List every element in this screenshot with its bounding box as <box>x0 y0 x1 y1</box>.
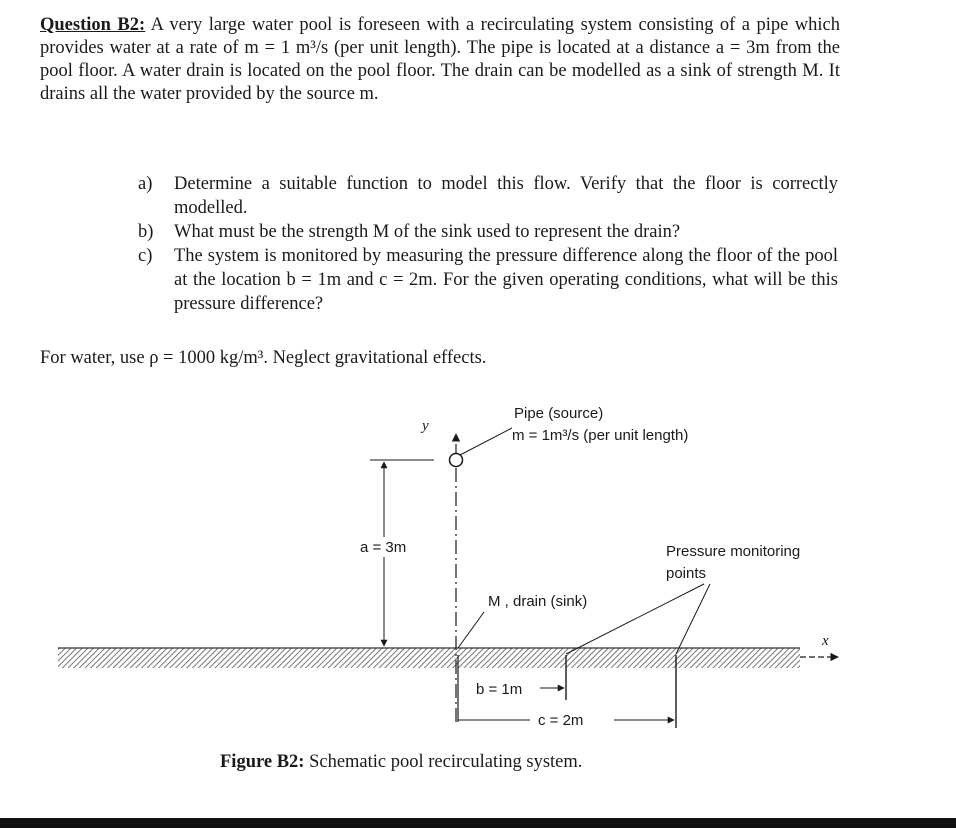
part-text: Determine a suitable function to model this flow. Verify that the floor is correctly modelled. <box>174 174 838 218</box>
part-a <box>138 172 838 220</box>
a-label: a = 3m <box>360 539 407 556</box>
question-intro <box>40 14 840 106</box>
drain-leader <box>458 612 484 648</box>
drain-label: M , drain (sink) <box>488 593 588 610</box>
y-axis-label: y <box>422 418 429 434</box>
figure-caption <box>220 752 582 773</box>
part-text: What must be the strength M of the sink used to represent the drain? <box>174 222 681 242</box>
pool-diagram <box>0 380 956 750</box>
question-parts <box>138 172 838 316</box>
pressure-label-2: points <box>666 565 707 582</box>
pool-floor <box>58 648 800 668</box>
part-label: b) <box>138 222 154 242</box>
caption-text: Schematic pool recirculating system. <box>309 752 583 772</box>
c-label: c = 2m <box>538 712 584 729</box>
part-b <box>138 220 838 244</box>
pipe-rate: m = 1m³/s (per unit length) <box>512 427 689 444</box>
pipe-source-icon <box>450 454 463 467</box>
pressure-leader-2 <box>676 584 710 654</box>
part-c <box>138 244 838 316</box>
question-title: Question B2: <box>40 15 146 35</box>
caption-label: Figure B2: <box>220 752 305 772</box>
b-label: b = 1m <box>476 681 523 698</box>
x-axis-label: x <box>822 633 829 649</box>
bottom-bar <box>0 818 956 828</box>
pipe-leader <box>460 428 512 455</box>
part-label: c) <box>138 246 153 266</box>
part-text: The system is monitored by measuring the pressure difference along the floor of the pool at the location b = 1m and c = 2m. For the given operating conditions, what will be this pressure difference? <box>174 246 838 314</box>
pipe-label: Pipe (source) <box>514 405 604 422</box>
part-label: a) <box>138 174 153 194</box>
water-note: For water, use ρ = 1000 kg/m³. Neglect gravitational effects. <box>40 348 487 368</box>
pressure-label-1: Pressure monitoring <box>666 543 801 560</box>
question-text: A very large water pool is foreseen with a recirculating system consisting of a pipe which provides water at a rate of m = 1 m³/s (per unit length). The pipe is located at a distance a = 3m from the pool floor. A water drain is located on the pool floor. The drain can be modelled as a sink of strength M. It drains all the water provided by the source m. <box>40 15 840 104</box>
